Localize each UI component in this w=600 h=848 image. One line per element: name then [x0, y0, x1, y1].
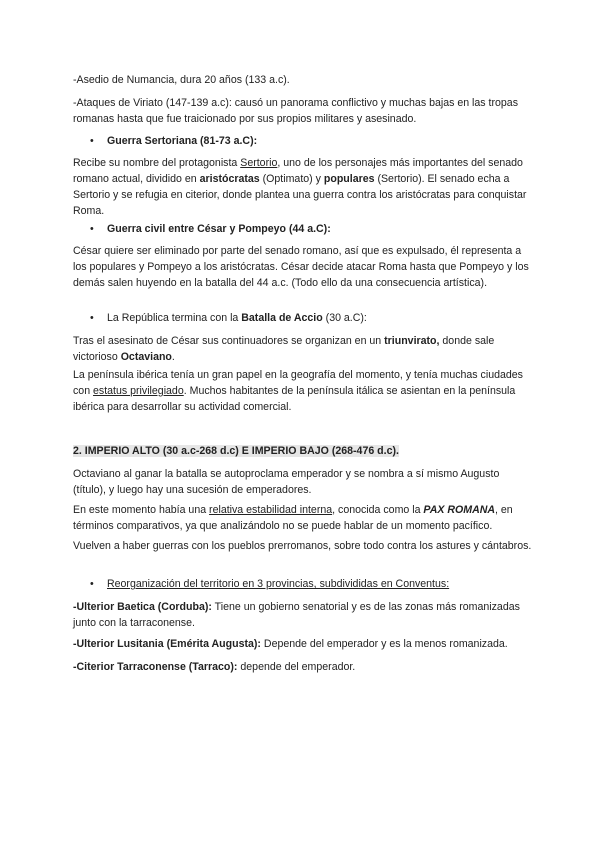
paragraph-baetica: -Ulterior Baetica (Corduba): Tiene un gobierno senatorial y es de las zonas más romanizadas junto con la tarraconense. [73, 601, 520, 629]
paragraph-octaviano: Octaviano al ganar la batalla se autoproclama emperador y se nombra a sí mismo Augusto (título), y luego hay una sucesión de emperadores. [73, 468, 500, 496]
heading-reorganizacion: Reorganización del territorio en 3 provincias, subdivididas en Conventus: [107, 578, 450, 590]
paragraph-sertorio: Recibe su nombre del protagonista Sertorio, uno de los personajes más importantes del senado romano actual, dividido en aristócratas (Optimato) y populares (Sertorio). El senado echa a Sertorio y se refugia en citerior, donde plantea una guerra contra los aristócratas para conquistar Roma. [73, 157, 527, 217]
paragraph-lusitania: -Ulterior Lusitania (Emérita Augusta): Depende del emperador y es la menos romanizada. [73, 638, 508, 650]
bullet-reorganizacion [90, 576, 449, 592]
bullet-republica: • La República termina con la Batalla de Accio (30 a.C): [90, 310, 367, 326]
section-heading-imperio: 2. IMPERIO ALTO (30 a.c-268 d.c) E IMPERIO BAJO (268-476 d.c). [73, 445, 399, 457]
paragraph-cesar: César quiere ser eliminado por parte del senado romano, así que es expulsado, él representa a los populares y Pompeyo a los aristócratas. César decide atacar Roma hasta que Pompeyo y los demás salen huyendo en la batalla del 44 a.c. (Todo ello da una consecuencia artística). [73, 245, 529, 289]
paragraph-viriato: -Ataques de Viriato (147-139 a.c): causó un panorama conflictivo y muchas bajas en las tropas romanas hasta que fue traicionado por sus propios militares y asesinado. [73, 97, 518, 125]
heading-guerra-sertoriana: Guerra Sertoriana (81-73 a.C): [107, 135, 258, 147]
paragraph-peninsula: La península ibérica tenía un gran papel en la geografía del momento, y tenía muchas ciudades con estatus privilegiado. Muchos habitantes de la península itálica se asientan en la península ibérica para desarrollar su actividad comercial. [73, 369, 523, 413]
paragraph-guerras: Vuelven a haber guerras con los pueblos prerromanos, sobre todo contra los astures y cántabros. [73, 540, 532, 552]
paragraph-triunvirato: Tras el asesinato de César sus continuadores se organizan en un triunvirato, donde sale victorioso Octaviano. [73, 335, 495, 363]
bullet-guerra-civil [90, 221, 331, 237]
heading-guerra-civil: Guerra civil entre César y Pompeyo (44 a.C): [107, 223, 331, 235]
paragraph-pax-romana: En este momento había una relativa estabilidad interna, conocida como la PAX ROMANA, en términos comparativos, ya que analizándolo no se puede hablar de un momento pacífico. [73, 504, 513, 532]
paragraph-tarraconense: -Citerior Tarraconense (Tarraco): depende del emperador. [73, 661, 356, 673]
bullet-guerra-sertoriana [90, 133, 257, 149]
paragraph-numancia: -Asedio de Numancia, dura 20 años (133 a.c). [73, 74, 290, 86]
